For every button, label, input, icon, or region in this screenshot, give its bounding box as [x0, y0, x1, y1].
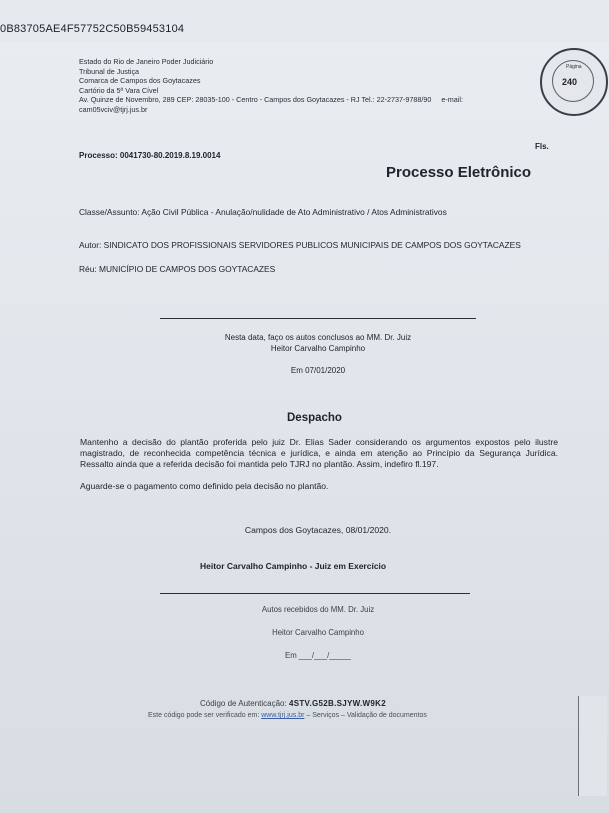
fls-label: Fls.: [535, 142, 549, 151]
receipt-judge: Heitor Carvalho Campinho: [272, 628, 364, 637]
divider: [160, 318, 476, 319]
page-corner-fold: [578, 696, 607, 796]
header-line: Comarca de Campos dos Goytacazes: [79, 76, 201, 86]
conclusos-judge: Heitor Carvalho Campinho: [270, 344, 366, 353]
verify-link[interactable]: www.tjrj.jus.br: [261, 712, 305, 719]
classe-assunto: Classe/Assunto: Ação Civil Pública - Anulação/nulidade de Ato Administrativo / Atos Administrativos: [79, 207, 447, 217]
auth-label: Código de Autenticação:: [200, 699, 287, 708]
despacho-paragraph: Aguarde-se o pagamento como definido pela decisão no plantão.: [80, 480, 329, 491]
header-line: [79, 95, 463, 105]
header-email: cam05vciv@tjrj.jus.br: [79, 104, 148, 114]
despacho-body: [80, 437, 558, 492]
verify-suffix: – Serviços – Validação de documentos: [306, 712, 427, 719]
court-seal: [540, 48, 608, 116]
court-header: [79, 57, 463, 115]
authentication-code: [200, 699, 386, 708]
verify-prefix: Este código pode ser verificado em:: [148, 712, 260, 719]
auth-code: 4STV.G52B.SJYW.W9K2: [288, 699, 386, 708]
despacho-title: Despacho: [287, 412, 342, 424]
conclusos-date: Em 07/01/2020: [290, 366, 346, 375]
place-date: Campos dos Goytacazes, 08/01/2020.: [244, 525, 392, 535]
despacho-paragraph: Mantenho a decisão do plantão proferida pelo juiz Dr. Elias Sader considerando os argumentos expostos pelo ilustre magistrado, de reconhecida competência técnica e jurídica, e ainda em atenção ao Princípio da Segurança Jurídica. Ressalto ainda que a referida decisão foi mantida pelo TJRJ no plantão. Assim, indefiro fl.197.: [80, 437, 558, 470]
receipt-date-blank: Em ___/___/_____: [285, 651, 351, 660]
conclusos-line1: Nesta data, faço os autos conclusos ao MM. Dr. Juiz: [224, 333, 412, 342]
top-bar: [0, 0, 609, 42]
header-line: Tribunal de Justiça: [79, 66, 140, 76]
judge-signature: Heitor Carvalho Campinho - Juiz em Exercício: [200, 561, 387, 571]
verification-note: [148, 712, 427, 719]
process-number: Processo: 0041730-80.2019.8.19.0014: [79, 151, 221, 160]
header-line: Cartório da 5ª Vara Cível: [79, 85, 159, 95]
header-line: Estado do Rio de Janeiro Poder Judiciário: [79, 57, 214, 66]
autor: Autor: SINDICATO DOS PROFISSIONAIS SERVIDORES PUBLICOS MUNICIPAIS DE CAMPOS DOS GOYTACAZES: [79, 240, 521, 250]
address-text: Av. Quinze de Novembro, 289 CEP: 28035-100 - Centro - Campos dos Goytacazes - RJ Tel.: 22-2737-9788/90: [79, 95, 432, 105]
seal-page-number: 240: [562, 77, 578, 87]
document-hash: 0B83705AE4F57752C50B59453104: [0, 23, 185, 35]
receipt-line1: Autos recebidos do MM. Dr. Juiz: [261, 605, 375, 614]
document-title: Processo Eletrônico: [386, 164, 532, 181]
email-label: e-mail:: [441, 95, 463, 105]
seal-label: Página: [566, 64, 582, 70]
reu: Réu: MUNICÍPIO DE CAMPOS DOS GOYTACAZES: [79, 264, 276, 274]
divider: [160, 593, 470, 594]
